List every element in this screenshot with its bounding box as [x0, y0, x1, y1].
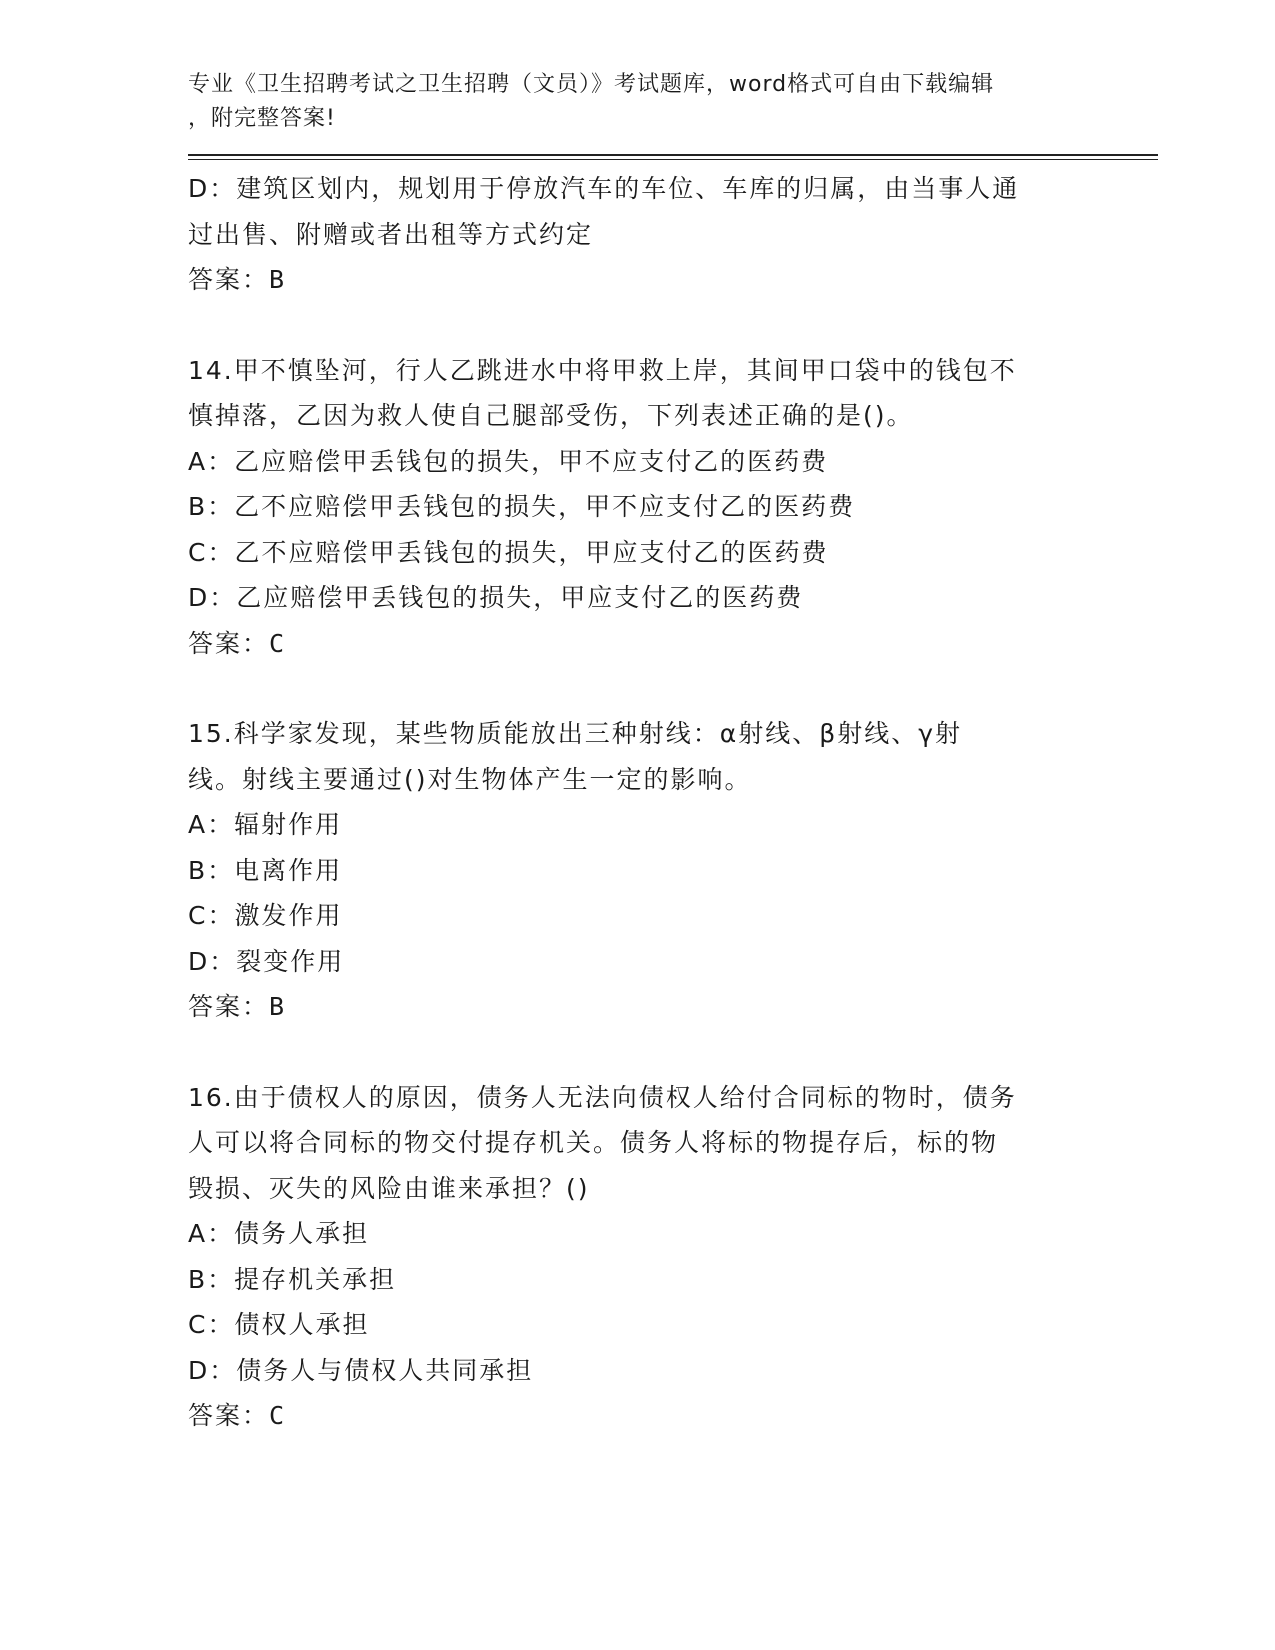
header-divider: [188, 154, 1158, 160]
header-line-1: 专业《卫生招聘考试之卫生招聘（文员）》考试题库，word格式可自由下载编辑: [188, 72, 995, 97]
option-a: A：债务人承担: [188, 1219, 370, 1248]
question-list: [188, 166, 1088, 1439]
option-a: A：辐射作用: [188, 810, 343, 839]
option-c: C：债权人承担: [188, 1310, 370, 1339]
option-c: C：乙不应赔偿甲丢钱包的损失，甲应支付乙的医药费: [188, 537, 829, 567]
prev-question-tail: [188, 166, 1088, 303]
option-d: D：债务人与债权人共同承担: [188, 1355, 534, 1385]
question-text: 16.由于债权人的原因，债务人无法向债权人给付合同标的物时，债务 人可以将合同标的物交付提存机关。债务人将标的物提存后，标的物 毁损、灭失的风险由谁来承担？(): [188, 1082, 1017, 1203]
divider-thin: [188, 159, 1158, 160]
answer-line: 答案：C: [188, 628, 286, 658]
question-16: [188, 1075, 1088, 1439]
option-d: D：建筑区划内，规划用于停放汽车的车位、车库的归属，由当事人通 过出售、附赠或者出租等方式约定: [188, 174, 1020, 249]
question-text: 14.甲不慎坠河，行人乙跳进水中将甲救上岸，其间甲口袋中的钱包不 慎掉落，乙因为救人使自己腿部受伤，下列表述正确的是()。: [188, 355, 1017, 430]
option-b: B：电离作用: [188, 855, 343, 885]
answer-value: C: [269, 1401, 286, 1430]
option-d: D：乙应赔偿甲丢钱包的损失，甲应支付乙的医药费: [188, 583, 804, 612]
document-header: [188, 68, 1068, 136]
option-a: A：乙应赔偿甲丢钱包的损失，甲不应支付乙的医药费: [188, 446, 829, 476]
answer-line: 答案：B: [188, 265, 286, 294]
question-15: [188, 711, 1088, 1030]
answer-line: 答案：C: [188, 1401, 286, 1430]
header-line-2: ，附完整答案!: [188, 106, 336, 131]
option-d: D：裂变作用: [188, 946, 345, 976]
question-14: [188, 348, 1088, 667]
document-page: [188, 68, 1158, 1439]
divider-thick: [188, 154, 1158, 156]
answer-value: B: [269, 265, 286, 294]
question-text: 15.科学家发现，某些物质能放出三种射线：α射线、β射线、γ射 线。射线主要通过()对生物体产生一定的影响。: [188, 719, 962, 794]
answer-line: 答案：B: [188, 992, 286, 1021]
answer-value: B: [269, 992, 286, 1021]
option-b: B：提存机关承担: [188, 1264, 397, 1294]
option-b: B：乙不应赔偿甲丢钱包的损失，甲不应支付乙的医药费: [188, 492, 856, 521]
answer-value: C: [269, 628, 286, 658]
option-c: C：激发作用: [188, 901, 343, 930]
